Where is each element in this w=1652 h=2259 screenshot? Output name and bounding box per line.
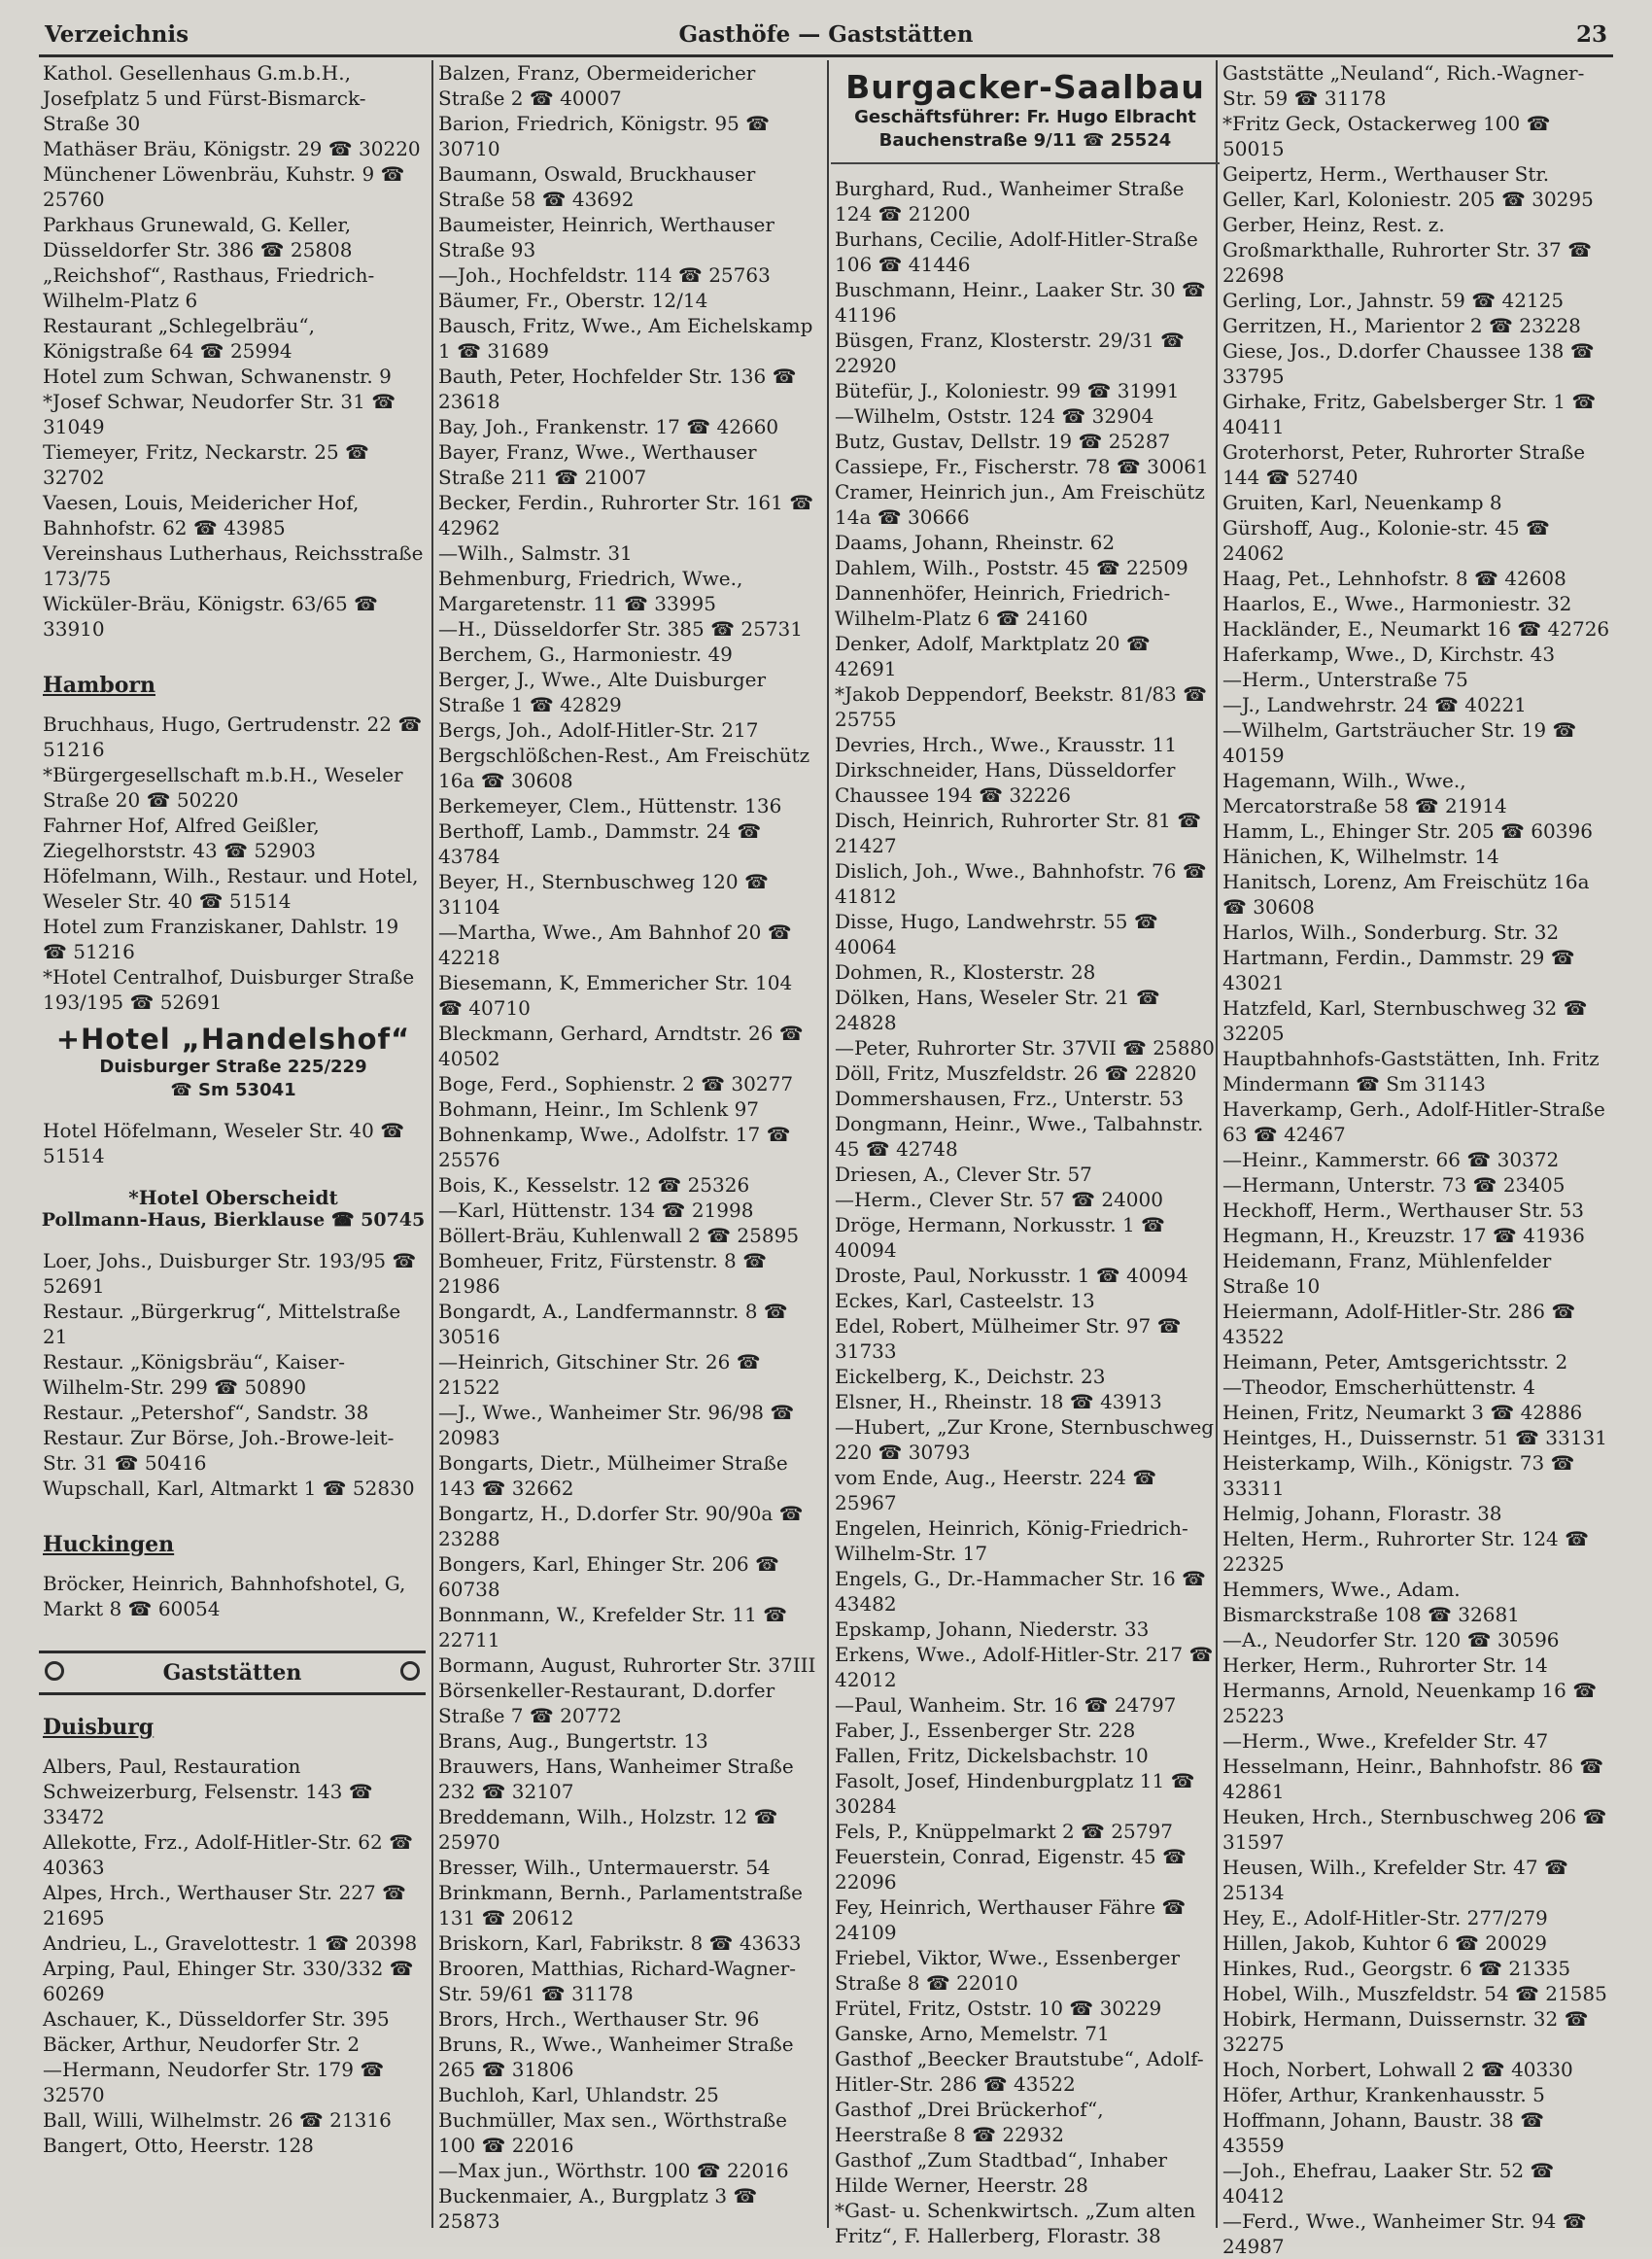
directory-entry: Eickelberg, K., Deichstr. 23	[835, 1365, 1106, 1388]
directory-entry: Hermanns, Arnold, Neuenkamp 16 ☎ 25223	[1222, 1679, 1598, 1727]
directory-entry: Hoffmann, Johann, Baustr. 38 ☎ 43559	[1222, 2108, 1544, 2157]
directory-entry: Feuerstein, Conrad, Eigenstr. 45 ☎ 22096	[835, 1845, 1187, 1894]
directory-entry: Brors, Hrch., Werthauser Str. 96	[438, 2007, 760, 2031]
directory-entry: Gerling, Lor., Jahnstr. 59 ☎ 42125	[1222, 289, 1565, 312]
page-number: 23	[1575, 21, 1607, 48]
directory-entry: Faber, J., Essenberger Str. 228	[835, 1719, 1136, 1742]
column-2	[434, 60, 823, 2233]
circle-ornament-icon	[45, 1661, 64, 1681]
directory-entry: Bongartz, H., D.dorfer Str. 90/90a ☎ 23288	[438, 1502, 804, 1550]
directory-entry: Cassiepe, Fr., Fischerstr. 78 ☎ 30061	[835, 455, 1209, 478]
directory-entry: Bresser, Wilh., Untermauerstr. 54	[438, 1856, 771, 1879]
directory-entry: Bergschlößchen-Rest., Am Freischütz 16a ☎ 30608	[438, 744, 810, 792]
directory-entry: Berger, J., Wwe., Alte Duisburger Straße 1 ☎ 42829	[438, 668, 767, 716]
directory-entry: „Reichshof“, Rasthaus, Friedrich-Wilhelm-Platz 6	[43, 263, 375, 312]
directory-entry: Becker, Ferdin., Ruhrorter Str. 161 ☎ 42962	[438, 491, 814, 539]
directory-entry: Heimann, Peter, Amtsgerichtsstr. 2	[1222, 1350, 1568, 1373]
directory-entry: —Wilhelm, Oststr. 124 ☎ 32904	[835, 404, 1154, 428]
directory-entry: Loer, Johs., Duisburger Str. 193/95 ☎ 52691	[43, 1249, 417, 1298]
column-3	[831, 60, 1220, 2247]
directory-entry: Brooren, Matthias, Richard-Wagner-Str. 59/61 ☎ 31178	[438, 1957, 797, 2005]
directory-entry: Haag, Pet., Lehnhofstr. 8 ☎ 42608	[1222, 567, 1566, 590]
huckingen-list	[39, 1571, 428, 1621]
banner-title: Gaststätten	[162, 1660, 302, 1686]
directory-entry: *Gast- u. Schenkwirtsch. „Zum alten Fritz“, F. Hallerberg, Florastr. 38	[835, 2199, 1196, 2247]
directory-entry: Biesemann, K, Emmericher Str. 104 ☎ 40710	[438, 971, 793, 1020]
directory-entry: Bruns, R., Wwe., Wanheimer Straße 265 ☎ 31806	[438, 2033, 794, 2081]
directory-entry: Haarlos, E., Wwe., Harmoniestr. 32	[1222, 592, 1572, 615]
directory-entry: Bauth, Peter, Hochfelder Str. 136 ☎ 23618	[438, 365, 797, 413]
directory-entry: Bormann, August, Ruhrorter Str. 37III	[438, 1653, 816, 1677]
directory-entry: Dahlem, Wilh., Poststr. 45 ☎ 22509	[835, 556, 1188, 579]
ad-manager: Geschäftsführer: Fr. Hugo Elbracht	[854, 107, 1196, 127]
directory-entry: Bohmann, Heinr., Im Schlenk 97	[438, 1097, 760, 1121]
directory-entry: vom Ende, Aug., Heerstr. 224 ☎ 25967	[835, 1466, 1157, 1514]
directory-entry: —Karl, Hüttenstr. 134 ☎ 21998	[438, 1199, 754, 1222]
directory-entry: Fahrner Hof, Alfred Geißler, Ziegelhorststr. 43 ☎ 52903	[43, 814, 320, 862]
directory-entry: Hillen, Jakob, Kuhtor 6 ☎ 20029	[1222, 1931, 1547, 1955]
header-section-title: Verzeichnis	[45, 21, 189, 48]
directory-entry: Bay, Joh., Frankenstr. 17 ☎ 42660	[438, 415, 779, 438]
directory-entry: Dannenhöfer, Heinrich, Friedrich-Wilhelm-Platz 6 ☎ 24160	[835, 581, 1171, 630]
directory-entry: Giese, Jos., D.dorfer Chaussee 138 ☎ 33795	[1222, 339, 1595, 388]
directory-entry: —Hubert, „Zur Krone, Sternbuschweg 220 ☎ 30793	[835, 1415, 1215, 1464]
directory-entry: Hatzfeld, Karl, Sternbuschweg 32 ☎ 32205	[1222, 996, 1588, 1045]
directory-entry: Geipertz, Herm., Werthauser Str.	[1222, 162, 1550, 186]
directory-entry: —J., Wwe., Wanheimer Str. 96/98 ☎ 20983	[438, 1401, 795, 1449]
directory-entry: Heusen, Wilh., Krefelder Str. 47 ☎ 25134	[1222, 1856, 1568, 1904]
directory-entry: Büsgen, Franz, Klosterstr. 29/31 ☎ 22920	[835, 329, 1185, 377]
directory-entry: Wicküler-Bräu, Königstr. 63/65 ☎ 33910	[43, 592, 378, 641]
directory-entry: —Wilh., Salmstr. 31	[438, 541, 633, 565]
directory-entry: Burhans, Cecilie, Adolf-Hitler-Straße 106 ☎ 41446	[835, 227, 1198, 276]
directory-entry: Edel, Robert, Mülheimer Str. 97 ☎ 31733	[835, 1314, 1182, 1363]
directory-entry: Bröcker, Heinrich, Bahnhofshotel, G, Markt 8 ☎ 60054	[43, 1572, 406, 1620]
directory-entry: Brans, Aug., Bungertstr. 13	[438, 1729, 708, 1753]
section-banner-gaststaetten	[39, 1651, 426, 1695]
directory-entry: Heckhoff, Herm., Werthauser Str. 53	[1222, 1199, 1584, 1222]
directory-entry: Hotel zum Franziskaner, Dahlstr. 19 ☎ 51216	[43, 915, 399, 963]
directory-entry: Heinen, Fritz, Neumarkt 3 ☎ 42886	[1222, 1401, 1583, 1424]
directory-entry: —Peter, Ruhrorter Str. 37VII ☎ 25880	[835, 1036, 1215, 1060]
directory-entry: Bonnmann, W., Krefelder Str. 11 ☎ 22711	[438, 1603, 788, 1651]
duisburg-gaststaetten-list	[39, 1754, 428, 2158]
section-title-duisburg: Duisburg	[43, 1715, 155, 1740]
hamborn-list-3	[39, 1248, 428, 1501]
directory-entry: Höfelmann, Wilh., Restaur. und Hotel, Weseler Str. 40 ☎ 51514	[43, 864, 419, 913]
directory-entry: Hobel, Wilh., Muszfeldstr. 54 ☎ 21585	[1222, 1982, 1607, 2005]
directory-entry: Berkemeyer, Clem., Hüttenstr. 136	[438, 794, 782, 817]
ad-address: Bauchenstraße 9/11 ☎ 25524	[878, 130, 1172, 151]
directory-entry: —H., Düsseldorfer Str. 385 ☎ 25731	[438, 617, 803, 641]
directory-entry: Bongardt, A., Landfermannstr. 8 ☎ 30516	[438, 1300, 788, 1348]
directory-entry: Vaesen, Louis, Meidericher Hof, Bahnhofstr. 62 ☎ 43985	[43, 491, 360, 539]
directory-entry: *Fritz Geck, Ostackerweg 100 ☎ 50015	[1222, 112, 1551, 160]
directory-entry: Gerber, Heinz, Rest. z. Großmarkthalle, Ruhrorter Str. 37 ☎ 22698	[1222, 213, 1592, 287]
directory-entry: Ball, Willi, Wilhelmstr. 26 ☎ 21316	[43, 2108, 392, 2132]
directory-entry: Haferkamp, Wwe., D, Kirchstr. 43	[1222, 643, 1556, 666]
directory-entry: *Hotel Centralhof, Duisburger Straße 193/195 ☎ 52691	[43, 965, 415, 1014]
directory-entry: Böllert-Bräu, Kuhlenwall 2 ☎ 25895	[438, 1224, 800, 1247]
directory-entry: Bäcker, Arthur, Neudorfer Str. 2	[43, 2033, 361, 2056]
directory-entry: Briskorn, Karl, Fabrikstr. 8 ☎ 43633	[438, 1931, 802, 1955]
directory-entry: Bongarts, Dietr., Mülheimer Straße 143 ☎ 32662	[438, 1451, 788, 1500]
directory-entry: Disch, Heinrich, Ruhrorter Str. 81 ☎ 21427	[835, 809, 1202, 857]
page-header	[39, 16, 1613, 57]
directory-entry: Wupschall, Karl, Altmarkt 1 ☎ 52830	[43, 1477, 415, 1500]
directory-entry: Gasthof „Zum Stadtbad“, Inhaber Hilde Werner, Heerstr. 28	[835, 2148, 1168, 2197]
gaststaetten-list-b	[434, 60, 823, 2234]
directory-entry: Gruiten, Karl, Neuenkamp 8	[1222, 491, 1502, 514]
directory-entry: Allekotte, Frz., Adolf-Hitler-Str. 62 ☎ 40363	[43, 1830, 413, 1879]
directory-entry: Dommershausen, Frz., Unterstr. 53	[835, 1087, 1185, 1110]
directory-entry: —Herm., Wwe., Krefelder Str. 47	[1222, 1729, 1549, 1753]
directory-entry: —Herm., Clever Str. 57 ☎ 24000	[835, 1188, 1163, 1211]
directory-entry: Fallen, Fritz, Dickelsbachstr. 10	[835, 1744, 1149, 1767]
directory-entry: Brinkmann, Bernh., Parlamentstraße 131 ☎ 20612	[438, 1881, 804, 1929]
directory-entry: Hagemann, Wilh., Wwe., Mercatorstraße 58 ☎ 21914	[1222, 769, 1507, 817]
directory-entry: Hey, E., Adolf-Hitler-Str. 277/279	[1222, 1906, 1548, 1929]
directory-entry: Gasthof „Drei Brückerhof“, Heerstraße 8 ☎ 22932	[835, 2098, 1104, 2146]
directory-entry: Fey, Heinrich, Werthauser Fähre ☎ 24109	[835, 1895, 1187, 1944]
directory-entry: Hotel zum Schwan, Schwanenstr. 9	[43, 365, 392, 388]
directory-entry: Fels, P., Knüppelmarkt 2 ☎ 25797	[835, 1820, 1173, 1843]
directory-entry: Dohmen, R., Klosterstr. 28	[835, 960, 1096, 984]
directory-entry: Heidemann, Franz, Mühlenfelder Straße 10	[1222, 1249, 1552, 1298]
directory-entry: Denker, Adolf, Marktplatz 20 ☎ 42691	[835, 632, 1151, 680]
directory-entry: Buckenmaier, A., Burgplatz 3 ☎ 25873	[438, 2184, 758, 2233]
directory-entry: Heiermann, Adolf-Hitler-Str. 286 ☎ 43522	[1222, 1300, 1576, 1348]
directory-entry: —Hermann, Unterstr. 73 ☎ 23405	[1222, 1173, 1566, 1197]
directory-entry: Dongmann, Heinr., Wwe., Talbahnstr. 45 ☎ 42748	[835, 1112, 1204, 1161]
directory-entry: Ganske, Arno, Memelstr. 71	[835, 2022, 1110, 2045]
duisburg-hotels-list	[39, 60, 428, 642]
directory-entry: Hemmers, Wwe., Adam. Bismarckstraße 108 ☎ 32681	[1222, 1578, 1520, 1626]
directory-entry: Hänichen, K, Wilhelmstr. 14	[1222, 845, 1499, 868]
section-title-hamborn: Hamborn	[43, 673, 155, 698]
directory-entry: Gasthof „Beecker Brautstube“, Adolf-Hitler-Str. 286 ☎ 43522	[835, 2047, 1204, 2096]
directory-entry: Bangert, Otto, Heerstr. 128	[43, 2134, 314, 2157]
directory-entry: Buchloh, Karl, Uhlandstr. 25	[438, 2083, 719, 2106]
directory-entry: Barion, Friedrich, Königstr. 95 ☎ 30710	[438, 112, 771, 160]
directory-entry: Boge, Ferd., Sophienstr. 2 ☎ 30277	[438, 1072, 794, 1095]
directory-entry: Breddemann, Wilh., Holzstr. 12 ☎ 25970	[438, 1805, 778, 1854]
directory-entry: Höfer, Arthur, Krankenhausstr. 5	[1222, 2083, 1545, 2106]
directory-entry: Kathol. Gesellenhaus G.m.b.H., Josefplatz 5 und Fürst-Bismarck-Straße 30	[43, 61, 366, 135]
directory-entry: Börsenkeller-Restaurant, D.dorfer Straße 7 ☎ 20772	[438, 1679, 775, 1727]
column-4	[1219, 60, 1615, 2258]
directory-entry: Parkhaus Grunewald, G. Keller, Düsseldorfer Str. 386 ☎ 25808	[43, 213, 353, 261]
directory-entry: Hauptbahnhofs-Gaststätten, Inh. Fritz Mindermann ☎ Sm 31143	[1222, 1047, 1600, 1095]
directory-entry: Bruchhaus, Hugo, Gertrudenstr. 22 ☎ 51216	[43, 712, 423, 761]
directory-entry: Hotel Höfelmann, Weseler Str. 40 ☎ 51514	[43, 1119, 405, 1167]
ad-hotel-oberscheidt	[39, 1186, 428, 1231]
directory-entry: Dislich, Joh., Wwe., Bahnhofstr. 76 ☎ 41812	[835, 859, 1207, 908]
directory-entry: Butz, Gustav, Dellstr. 19 ☎ 25287	[835, 430, 1171, 453]
hamborn-list-2	[39, 1118, 428, 1168]
directory-entry: Baumann, Oswald, Bruckhauser Straße 58 ☎ 43692	[438, 162, 756, 211]
directory-entry: Helmig, Johann, Florastr. 38	[1222, 1502, 1502, 1525]
directory-entry: —Herm., Unterstraße 75	[1222, 668, 1468, 691]
header-category: Gasthöfe — Gaststätten	[678, 21, 974, 48]
directory-entry: Mathäser Bräu, Königstr. 29 ☎ 30220	[43, 137, 421, 160]
directory-entry: Hesselmann, Heinr., Bahnhofstr. 86 ☎ 42861	[1222, 1755, 1604, 1803]
directory-entry: Bohnenkamp, Wwe., Adolfstr. 17 ☎ 25576	[438, 1123, 791, 1171]
directory-entry: —A., Neudorfer Str. 120 ☎ 30596	[1222, 1628, 1560, 1651]
directory-entry: Münchener Löwenbräu, Kuhstr. 9 ☎ 25760	[43, 162, 405, 211]
column-divider	[431, 60, 433, 2228]
gaststaetten-list-g-h	[1219, 60, 1615, 2259]
directory-entry: Cramer, Heinrich jun., Am Freischütz 14a ☎ 30666	[835, 480, 1205, 529]
directory-entry: Heisterkamp, Wilh., Königstr. 73 ☎ 33311	[1222, 1451, 1575, 1500]
directory-entry: Beyer, H., Sternbuschweg 120 ☎ 31104	[438, 870, 769, 919]
directory-entry: Baumeister, Heinrich, Werthauser Straße 93	[438, 213, 774, 261]
directory-entry: Engels, G., Dr.-Hammacher Str. 16 ☎ 43482	[835, 1567, 1206, 1616]
directory-entry: Haverkamp, Gerh., Adolf-Hitler-Straße 63 ☎ 42467	[1222, 1097, 1605, 1146]
directory-entry: Daams, Johann, Rheinstr. 62	[835, 531, 1116, 554]
directory-entry: Berthoff, Lamb., Dammstr. 24 ☎ 43784	[438, 819, 762, 868]
directory-entry: —Martha, Wwe., Am Bahnhof 20 ☎ 42218	[438, 921, 792, 969]
directory-entry: —Heinr., Kammerstr. 66 ☎ 30372	[1222, 1148, 1560, 1171]
directory-entry: Alpes, Hrch., Werthauser Str. 227 ☎ 21695	[43, 1881, 406, 1929]
directory-entry: Hoch, Norbert, Lohwall 2 ☎ 40330	[1222, 2058, 1573, 2081]
directory-entry: Andrieu, L., Gravelottestr. 1 ☎ 20398	[43, 1931, 418, 1955]
directory-entry: Restaurant „Schlegelbräu“, Königstraße 64 ☎ 25994	[43, 314, 315, 363]
directory-entry: Heintges, H., Duissernstr. 51 ☎ 33131	[1222, 1426, 1607, 1449]
directory-entry: Groterhorst, Peter, Ruhrorter Straße 144 ☎ 52740	[1222, 440, 1586, 489]
directory-entry: Hinkes, Rud., Georgstr. 6 ☎ 21335	[1222, 1957, 1571, 1980]
directory-entry: Elsner, H., Rheinstr. 18 ☎ 43913	[835, 1390, 1162, 1413]
directory-entry: Hartmann, Ferdin., Dammstr. 29 ☎ 43021	[1222, 946, 1575, 994]
directory-entry: Devries, Hrch., Wwe., Krausstr. 11	[835, 733, 1178, 756]
hamborn-list	[39, 712, 428, 1015]
directory-entry: Tiemeyer, Fritz, Neckarstr. 25 ☎ 32702	[43, 440, 369, 489]
directory-entry: —Ferd., Wwe., Wanheimer Str. 94 ☎ 24987	[1222, 2209, 1587, 2258]
directory-entry: Herker, Herm., Ruhrorter Str. 14	[1222, 1653, 1548, 1677]
directory-entry: Berchem, G., Harmoniestr. 49	[438, 643, 733, 666]
directory-entry: Girhake, Fritz, Gabelsberger Str. 1 ☎ 40411	[1222, 390, 1597, 438]
directory-entry: Restaur. „Königsbräu“, Kaiser-Wilhelm-Str. 299 ☎ 50890	[43, 1350, 346, 1399]
ad-address: Duisburger Straße 225/229	[99, 1057, 367, 1077]
directory-entry: Helten, Herm., Ruhrorter Str. 124 ☎ 22325	[1222, 1527, 1590, 1576]
directory-entry: Hanitsch, Lorenz, Am Freischütz 16a ☎ 30608	[1222, 870, 1590, 919]
directory-entry: Friebel, Viktor, Wwe., Essenberger Straße 8 ☎ 22010	[835, 1946, 1181, 1995]
directory-entry: Balzen, Franz, Obermeidericher Straße 2 ☎ 40007	[438, 61, 756, 110]
ad-title: *Hotel Oberscheidt	[128, 1186, 338, 1209]
directory-entry: —J., Landwehrstr. 24 ☎ 40221	[1222, 693, 1527, 716]
directory-entry: —Wilhelm, Gartsträucher Str. 19 ☎ 40159	[1222, 718, 1577, 767]
directory-entry: Restaur. „Bürgerkrug“, Mittelstraße 21	[43, 1300, 401, 1348]
directory-entry: Bäumer, Fr., Oberstr. 12/14	[438, 289, 708, 312]
directory-entry: Hobirk, Hermann, Duissernstr. 32 ☎ 32275	[1222, 2007, 1589, 2056]
directory-entry: Driesen, A., Clever Str. 57	[835, 1163, 1092, 1186]
ad-phone: ☎ Sm 53041	[170, 1080, 296, 1100]
directory-entry: Bergs, Joh., Adolf-Hitler-Str. 217	[438, 718, 759, 742]
gaststaetten-list-b-g	[831, 176, 1220, 2248]
section-title-huckingen: Huckingen	[43, 1532, 175, 1557]
directory-entry: Burghard, Rud., Wanheimer Straße 124 ☎ 21200	[835, 177, 1185, 226]
column-divider	[827, 60, 829, 2228]
directory-entry: Droste, Paul, Norkusstr. 1 ☎ 40094	[835, 1264, 1188, 1287]
directory-entry: Dröge, Hermann, Norkusstr. 1 ☎ 40094	[835, 1213, 1165, 1262]
directory-entry: *Bürgergesellschaft m.b.H., Weseler Straße 20 ☎ 50220	[43, 763, 403, 812]
directory-entry: Disse, Hugo, Landwehrstr. 55 ☎ 40064	[835, 910, 1158, 958]
directory-entry: —Paul, Wanheim. Str. 16 ☎ 24797	[835, 1693, 1177, 1717]
directory-entry: —Joh., Ehefrau, Laaker Str. 52 ☎ 40412	[1222, 2159, 1555, 2207]
directory-entry: Eckes, Karl, Casteelstr. 13	[835, 1289, 1095, 1312]
directory-entry: Frütel, Fritz, Oststr. 10 ☎ 30229	[835, 1997, 1162, 2020]
directory-entry: Dirkschneider, Hans, Düsseldorfer Chaussee 194 ☎ 32226	[835, 758, 1176, 807]
directory-entry: Restaur. „Petershof“, Sandstr. 38	[43, 1401, 369, 1424]
circle-ornament-icon	[400, 1661, 420, 1681]
directory-entry: Bayer, Franz, Wwe., Werthauser Straße 211 ☎ 21007	[438, 440, 757, 489]
ad-burgacker-saalbau	[831, 68, 1220, 164]
directory-entry: Brauwers, Hans, Wanheimer Straße 232 ☎ 32107	[438, 1755, 794, 1803]
directory-entry: Bütefür, J., Koloniestr. 99 ☎ 31991	[835, 379, 1180, 402]
directory-entry: —Theodor, Emscherhüttenstr. 4	[1222, 1375, 1535, 1399]
directory-entry: Bleckmann, Gerhard, Arndtstr. 26 ☎ 40502	[438, 1022, 804, 1070]
directory-entry: —Joh., Hochfeldstr. 114 ☎ 25763	[438, 263, 771, 287]
ad-details: Pollmann-Haus, Bierklause ☎ 50745	[41, 1209, 426, 1231]
directory-entry: Epskamp, Johann, Niederstr. 33	[835, 1617, 1150, 1641]
ad-title: +Hotel „Handelshof“	[55, 1023, 411, 1056]
directory-entry: Gerritzen, H., Marientor 2 ☎ 23228	[1222, 314, 1581, 337]
directory-entry: Bausch, Fritz, Wwe., Am Eichelskamp 1 ☎ 31689	[438, 314, 813, 363]
directory-entry: Behmenburg, Friedrich, Wwe., Margaretenstr. 11 ☎ 33995	[438, 567, 743, 615]
directory-entry: —Heinrich, Gitschiner Str. 26 ☎ 21522	[438, 1350, 761, 1399]
directory-entry: Hackländer, E., Neumarkt 16 ☎ 42726	[1222, 617, 1610, 641]
directory-entry: Fasolt, Josef, Hindenburgplatz 11 ☎ 30284	[835, 1769, 1195, 1818]
directory-entry: —Hermann, Neudorfer Str. 179 ☎ 32570	[43, 2058, 385, 2106]
directory-entry: *Josef Schwar, Neudorfer Str. 31 ☎ 31049	[43, 390, 396, 438]
directory-entry: Arping, Paul, Ehinger Str. 330/332 ☎ 60269	[43, 1957, 414, 2005]
ad-hotel-handelshof	[39, 1023, 428, 1102]
directory-entry: Gaststätte „Neuland“, Rich.-Wagner-Str. 59 ☎ 31178	[1222, 61, 1585, 110]
directory-entry: Bongers, Karl, Ehinger Str. 206 ☎ 60738	[438, 1552, 779, 1601]
directory-entry: Hamm, L., Ehinger Str. 205 ☎ 60396	[1222, 819, 1593, 843]
directory-entry: Restaur. Zur Börse, Joh.-Browe-leit-Str. 31 ☎ 50416	[43, 1426, 395, 1475]
directory-entry: Engelen, Heinrich, König-Friedrich-Wilhelm-Str. 17	[835, 1516, 1188, 1565]
directory-entry: Erkens, Wwe., Adolf-Hitler-Str. 217 ☎ 42012	[835, 1643, 1214, 1691]
directory-entry: —Max jun., Wörthstr. 100 ☎ 22016	[438, 2159, 789, 2182]
directory-entry: Döll, Fritz, Muszfeldstr. 26 ☎ 22820	[835, 1061, 1197, 1085]
directory-entry: Buschmann, Heinr., Laaker Str. 30 ☎ 41196	[835, 278, 1206, 327]
directory-entry: Buchmüller, Max sen., Wörthstraße 100 ☎ 22016	[438, 2108, 788, 2157]
directory-entry: Hegmann, H., Kreuzstr. 17 ☎ 41936	[1222, 1224, 1585, 1247]
directory-entry: Heuken, Hrch., Sternbuschweg 206 ☎ 31597	[1222, 1805, 1607, 1854]
directory-entry: *Jakob Deppendorf, Beekstr. 81/83 ☎ 25755	[835, 682, 1208, 731]
directory-entry: Albers, Paul, Restauration Schweizerburg, Felsenstr. 143 ☎ 33472	[43, 1755, 373, 1828]
directory-entry: Gürshoff, Aug., Kolonie-str. 45 ☎ 24062	[1222, 516, 1550, 565]
directory-entry: Bois, K., Kesselstr. 12 ☎ 25326	[438, 1173, 750, 1197]
directory-entry: Aschauer, K., Düsseldorfer Str. 395	[43, 2007, 390, 2031]
directory-entry: Geller, Karl, Koloniestr. 205 ☎ 30295	[1222, 188, 1594, 211]
column-1	[39, 60, 428, 2218]
directory-entry: Harlos, Wilh., Sonderburg. Str. 32	[1222, 921, 1560, 944]
ad-title: Burgacker-Saalbau	[845, 68, 1205, 106]
directory-entry: Bomheuer, Fritz, Fürstenstr. 8 ☎ 21986	[438, 1249, 768, 1298]
directory-entry: Dölken, Hans, Weseler Str. 21 ☎ 24828	[835, 986, 1160, 1034]
directory-entry: Vereinshaus Lutherhaus, Reichsstraße 173/75	[43, 541, 424, 590]
